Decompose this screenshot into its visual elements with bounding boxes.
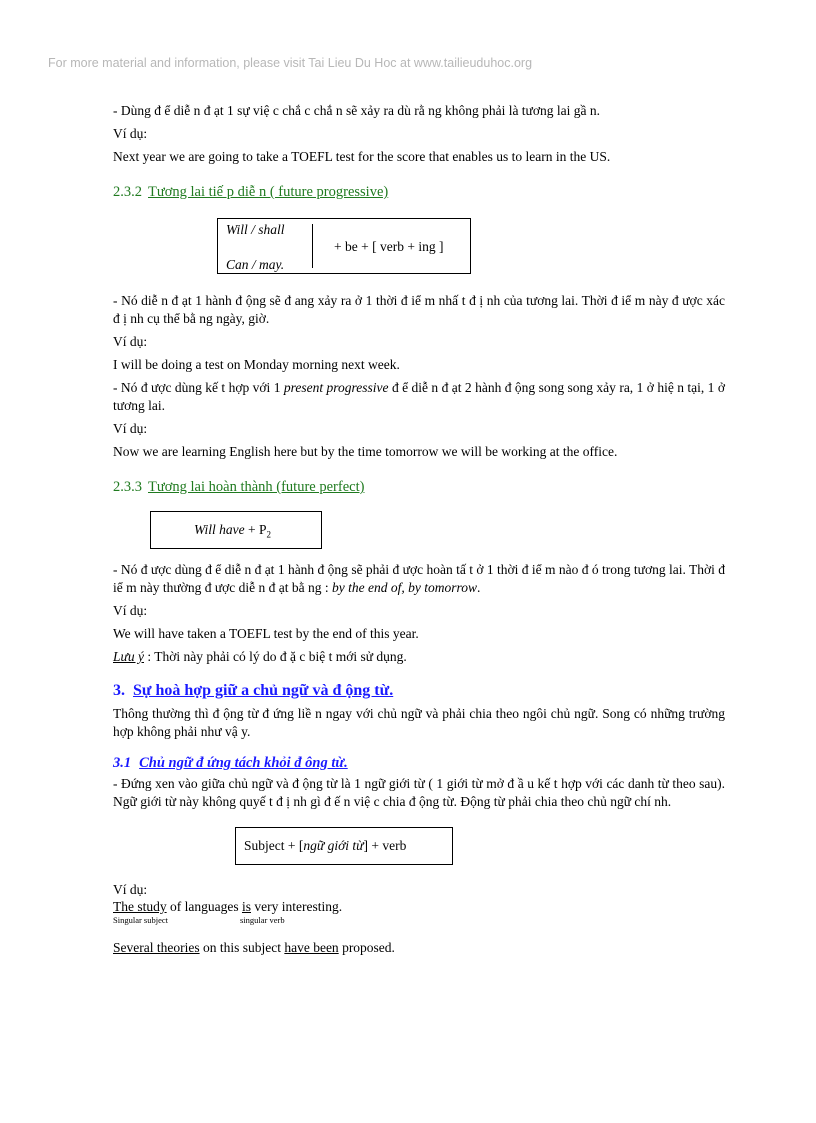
- section-heading-2-3-3: [113, 477, 725, 497]
- section-title: Sự hoà hợp giữ a chủ ngữ và đ ộng từ.: [133, 682, 394, 699]
- document-body: [113, 102, 725, 957]
- section-heading-3: [113, 680, 725, 702]
- section-title: Tương lai hoàn thành (future perfect): [148, 479, 365, 495]
- example-sentence-theories: Several theories on this subject have been proposed.: [113, 940, 395, 955]
- label-singular-verb: singular verb: [240, 915, 285, 925]
- paragraph-future-progressive-usage: - Nó diễ n đ ạt 1 hành đ ộng sẽ đ ang xảy ra ở 1 thời đ iể m nhấ t đ ị nh của tương lai. Thời đ iể m này đ ược xác đ ị nh cụ thể bằ ng ngày, giờ.: [113, 293, 725, 326]
- formula-box-future-perfect: [150, 511, 322, 549]
- example-sentence-study: The study of languages is very interesting.: [113, 899, 343, 914]
- formula-text: + be + [ verb + ing ]: [334, 239, 444, 254]
- example-label: Ví dụ:: [113, 421, 148, 436]
- section-number: 3.: [113, 682, 125, 699]
- paragraph-subject-verb-agreement: Thông thường thì đ ộng từ đ ứng liề n ngay với chủ ngữ và phải chia theo ngôi chủ ngữ. Song có những trường hợp không phải như vậ y.: [113, 706, 725, 739]
- note-label: Lưu ý: [113, 649, 144, 664]
- section-heading-3-1: [113, 753, 725, 773]
- example-sentence: I will be doing a test on Monday morning next week.: [113, 357, 400, 372]
- example-grammar-labels: [113, 915, 725, 927]
- example-label: Ví dụ:: [113, 603, 148, 618]
- formula-box-future-progressive: [217, 218, 471, 274]
- formula-text: Will have + $P_2$: [194, 522, 271, 540]
- section-title: Tương lai tiế p diễ n ( future progressive): [148, 184, 389, 200]
- section-heading-2-3-2: [113, 182, 725, 202]
- section-title: Chủ ngữ đ ứng tách khỏi đ ông từ.: [139, 755, 348, 771]
- example-sentence: Now we are learning English here but by the time tomorrow we will be working at the office.: [113, 444, 618, 459]
- formula-modal-line1: Will / shall: [226, 222, 285, 237]
- formula-modal-line2: Can / may.: [226, 257, 285, 272]
- section-number: 2.3.2: [113, 184, 142, 200]
- example-sentence: Next year we are going to take a TOEFL test for the score that enables us to learn in the US.: [113, 149, 611, 164]
- section-number: 3.1: [113, 755, 132, 771]
- note: Lưu ý : Thời này phải có lý do đ ặ c biệ t mới sử dụng.: [113, 649, 407, 664]
- paragraph-prepositional-phrase: - Đứng xen vào giữa chủ ngữ và đ ộng từ là 1 ngữ giới từ ( 1 giới từ mở đ ầ u kế t hợp với các danh từ theo sau). Ngữ giới từ này không quyế t đ ị nh gì đ ế n việ c chia đ ộng từ. Động từ phải chia theo chủ ngữ chí nh.: [113, 776, 725, 809]
- example-sentence: We will have taken a TOEFL test by the end of this year.: [113, 626, 419, 641]
- label-singular-subject: Singular subject: [113, 915, 169, 925]
- page-header-watermark: For more material and information, please visit Tai Lieu Du Hoc at www.tailieuduhoc.org: [48, 56, 533, 70]
- formula-box-subject-prep-verb: [235, 827, 453, 865]
- paragraph-parallel-actions: - Nó đ ược dùng kế t hợp với 1 present progressive đ ể diễ n đ ạt 2 hành đ ộng song song xảy ra, 1 ở hiệ n tại, 1 ở tương lai.: [113, 380, 725, 413]
- paragraph-future-perfect-usage: - Nó đ ược dùng đ ể diễ n đ ạt 1 hành đ ộng sẽ phải đ ược hoàn tấ t ở 1 thời đ iể m nào đ ó trong tương lai. Thời đ iể m này thường đ ược diễ n đ ạt bằ ng : by the end of, by tomorrow.: [113, 562, 725, 595]
- formula-text: Subject + [ngữ giới từ] + verb: [244, 838, 407, 853]
- paragraph-near-future-usage: - Dùng đ ể diễ n đ ạt 1 sự việ c chắ c chắ n sẽ xảy ra dù rằ ng không phải là tương lai gầ n.: [113, 103, 601, 118]
- example-label: Ví dụ:: [113, 882, 148, 897]
- section-number: 2.3.3: [113, 479, 142, 495]
- example-label: Ví dụ:: [113, 126, 148, 141]
- example-label: Ví dụ:: [113, 334, 148, 349]
